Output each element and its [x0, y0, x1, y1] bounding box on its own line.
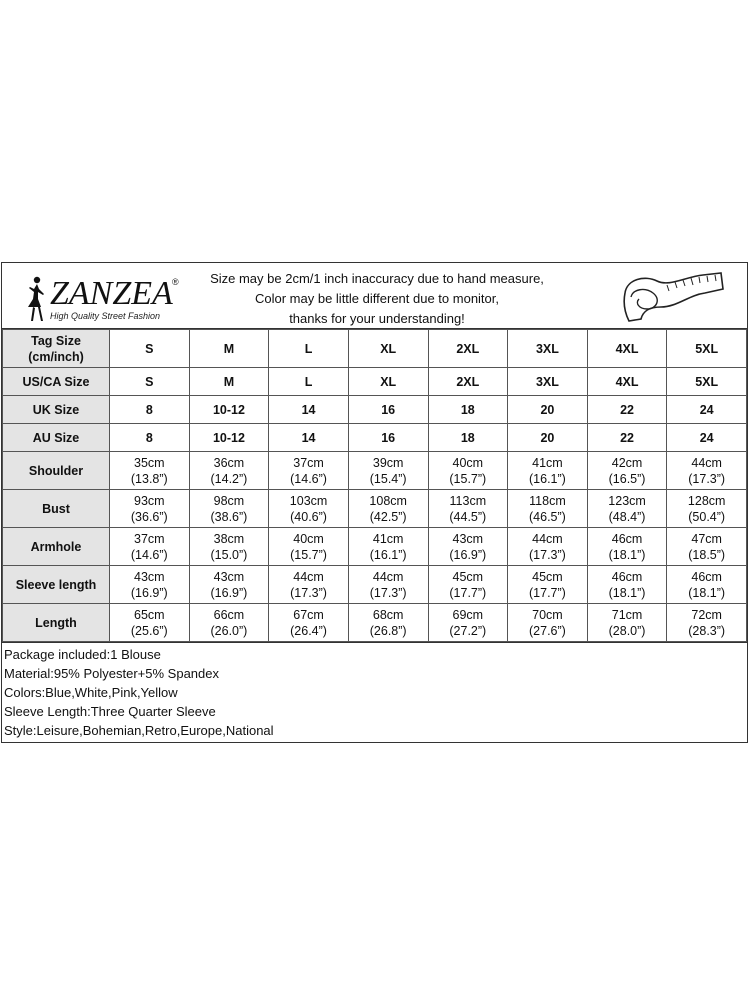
table-cell: 113cm (44.5”) [428, 490, 508, 528]
table-cell: 16 [348, 424, 428, 452]
table-cell: 3XL [508, 330, 588, 368]
detail-sleeve-length: Sleeve Length:Three Quarter Sleeve [4, 704, 216, 719]
table-cell: L [269, 330, 349, 368]
table-cell: 5XL [667, 330, 747, 368]
table-cell: 16 [348, 396, 428, 424]
brand-name: ZANZEA [50, 275, 173, 312]
table-cell: 108cm (42.5”) [348, 490, 428, 528]
table-cell: 118cm (46.5”) [508, 490, 588, 528]
table-cell: 40cm (15.7”) [428, 452, 508, 490]
notice-line: Size may be 2cm/1 inch inaccuracy due to hand measure, [210, 271, 544, 286]
table-cell: 37cm (14.6”) [110, 528, 190, 566]
table-row [3, 396, 747, 424]
table-cell: 24 [667, 396, 747, 424]
table-cell: 128cm (50.4”) [667, 490, 747, 528]
table-row [3, 490, 747, 528]
table-cell: 4XL [587, 368, 667, 396]
table-cell: 39cm (15.4”) [348, 452, 428, 490]
table-cell: 46cm (18.1”) [587, 528, 667, 566]
table-cell: 93cm (36.6”) [110, 490, 190, 528]
table-cell: 43cm (16.9”) [110, 566, 190, 604]
table-cell: XL [348, 330, 428, 368]
table-cell: 43cm (16.9”) [189, 566, 269, 604]
table-cell: 65cm (25.6”) [110, 604, 190, 642]
table-cell: 44cm (17.3”) [348, 566, 428, 604]
table-row [3, 452, 747, 490]
table-cell: 47cm (18.5”) [667, 528, 747, 566]
table-cell: 20 [508, 424, 588, 452]
detail-colors: Colors:Blue,White,Pink,Yellow [4, 685, 178, 700]
table-cell: 103cm (40.6”) [269, 490, 349, 528]
table-cell: 43cm (16.9”) [428, 528, 508, 566]
table-cell: 72cm (28.3”) [667, 604, 747, 642]
table-row [3, 330, 747, 368]
detail-material: Material:95% Polyester+5% Spandex [4, 666, 219, 681]
table-cell: 69cm (27.2”) [428, 604, 508, 642]
table-cell: 18 [428, 424, 508, 452]
table-cell: 98cm (38.6”) [189, 490, 269, 528]
table-cell: 46cm (18.1”) [587, 566, 667, 604]
row-label: Bust [3, 490, 110, 528]
table-cell: 2XL [428, 330, 508, 368]
table-cell: 37cm (14.6”) [269, 452, 349, 490]
table-row [3, 604, 747, 642]
table-cell: 68cm (26.8”) [348, 604, 428, 642]
table-cell: 66cm (26.0”) [189, 604, 269, 642]
table-cell: 70cm (27.6”) [508, 604, 588, 642]
row-label: Tag Size (cm/inch) [3, 330, 110, 368]
table-cell: 4XL [587, 330, 667, 368]
table-cell: 10-12 [189, 396, 269, 424]
detail-style: Style:Leisure,Bohemian,Retro,Europe,National [4, 723, 274, 738]
row-label: AU Size [3, 424, 110, 452]
table-cell: 8 [110, 424, 190, 452]
woman-silhouette-icon [24, 275, 48, 323]
notice-line: thanks for your understanding! [289, 311, 465, 326]
table-cell: 45cm (17.7”) [508, 566, 588, 604]
table-cell: 36cm (14.2”) [189, 452, 269, 490]
table-cell: 41cm (16.1”) [508, 452, 588, 490]
table-row [3, 528, 747, 566]
table-cell: 42cm (16.5”) [587, 452, 667, 490]
table-cell: 41cm (16.1”) [348, 528, 428, 566]
size-table [2, 329, 747, 642]
table-cell: XL [348, 368, 428, 396]
table-cell: 3XL [508, 368, 588, 396]
table-cell: 24 [667, 424, 747, 452]
table-cell: 45cm (17.7”) [428, 566, 508, 604]
table-cell: 5XL [667, 368, 747, 396]
table-cell: 14 [269, 424, 349, 452]
row-label: UK Size [3, 396, 110, 424]
table-cell: 71cm (28.0”) [587, 604, 667, 642]
row-label: US/CA Size [3, 368, 110, 396]
table-cell: 46cm (18.1”) [667, 566, 747, 604]
table-row [3, 566, 747, 604]
row-label: Sleeve length [3, 566, 110, 604]
table-row [3, 368, 747, 396]
table-cell: 18 [428, 396, 508, 424]
brand-tagline: High Quality Street Fashion [50, 311, 161, 321]
table-cell: 22 [587, 424, 667, 452]
table-cell: L [269, 368, 349, 396]
table-cell: M [189, 330, 269, 368]
table-cell: 38cm (15.0”) [189, 528, 269, 566]
table-cell: 14 [269, 396, 349, 424]
measurement-notice [192, 269, 562, 329]
table-cell: 20 [508, 396, 588, 424]
table-cell: 40cm (15.7”) [269, 528, 349, 566]
table-cell: 10-12 [189, 424, 269, 452]
table-cell: 44cm (17.3”) [269, 566, 349, 604]
product-details [2, 642, 747, 742]
table-row [3, 424, 747, 452]
table-cell: M [189, 368, 269, 396]
table-cell: S [110, 330, 190, 368]
table-cell: 44cm (17.3”) [508, 528, 588, 566]
brand-logo [24, 271, 184, 325]
size-chart [1, 262, 748, 743]
table-cell: S [110, 368, 190, 396]
row-label: Length [3, 604, 110, 642]
table-cell: 8 [110, 396, 190, 424]
chart-header [2, 263, 747, 329]
table-cell: 44cm (17.3”) [667, 452, 747, 490]
row-label: Armhole [3, 528, 110, 566]
table-cell: 67cm (26.4”) [269, 604, 349, 642]
measuring-tape-icon [617, 267, 727, 325]
detail-package: Package included:1 Blouse [4, 647, 161, 662]
table-cell: 35cm (13.8”) [110, 452, 190, 490]
table-cell: 22 [587, 396, 667, 424]
table-cell: 2XL [428, 368, 508, 396]
notice-line: Color may be little different due to monitor, [255, 291, 499, 306]
table-cell: 123cm (48.4”) [587, 490, 667, 528]
row-label: Shoulder [3, 452, 110, 490]
registered-mark: ® [172, 277, 179, 287]
